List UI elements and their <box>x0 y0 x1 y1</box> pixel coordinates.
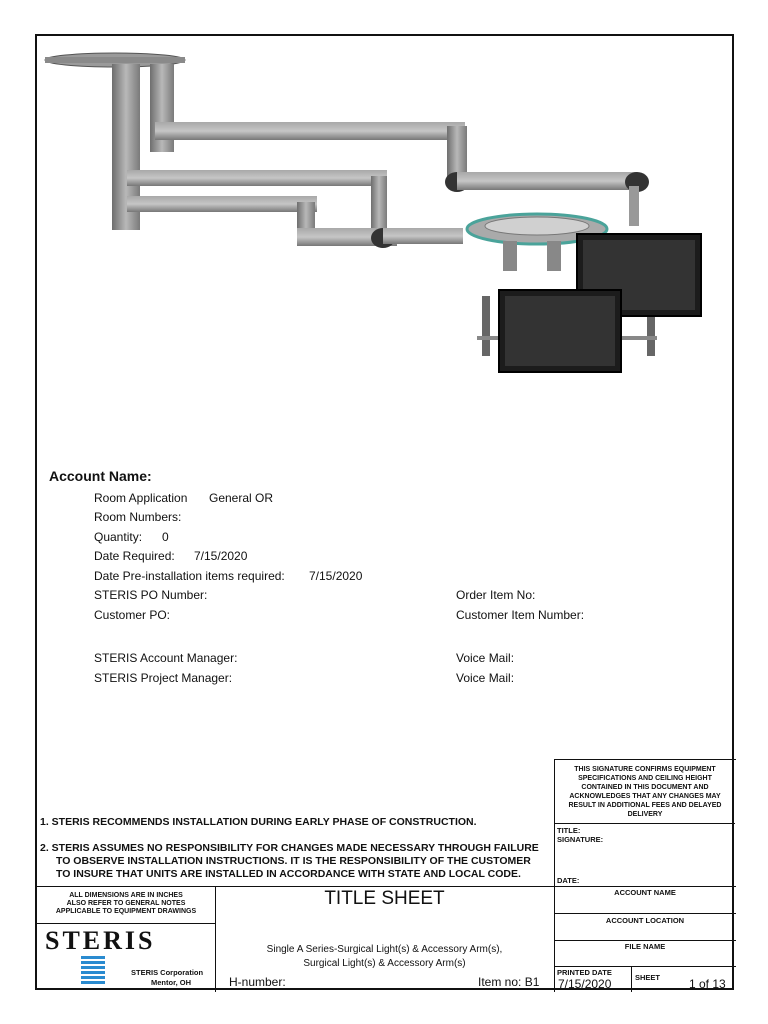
confirm-line-2: SPECIFICATIONS AND CEILING HEIGHT <box>578 775 712 782</box>
printed-date-value: 7/15/2020 <box>558 977 612 991</box>
voice-mail-2: Voice Mail: <box>456 671 515 685</box>
steris-logo: STERIS <box>45 926 156 955</box>
acct-location-rule <box>554 940 736 941</box>
confirm-line-1: THIS SIGNATURE CONFIRMS EQUIPMENT <box>574 766 716 773</box>
quantity-value: 0 <box>162 530 169 544</box>
signature-label: SIGNATURE: <box>557 835 604 844</box>
room-numbers-label: Room Numbers: <box>94 510 182 524</box>
steris-po-label: STERIS PO Number: <box>94 588 208 602</box>
dims-line-1: ALL DIMENSIONS ARE IN INCHES <box>69 892 183 899</box>
note-2-line-3: TO INSURE THAT UNITS ARE INSTALLED IN ACCORDANCE WITH STATE AND LOCAL CODE. <box>56 868 521 880</box>
acct-name-rule <box>554 913 736 914</box>
account-location-label: ACCOUNT LOCATION <box>605 916 685 925</box>
customer-item-label: Customer Item Number: <box>456 608 585 622</box>
corp-name: STERIS Corporation <box>131 968 204 977</box>
corp-location: Mentor, OH <box>151 978 192 987</box>
h-number-label: H-number: <box>229 975 286 989</box>
confirm-line-4: ACKNOWLEDGES THAT ANY CHANGES MAY <box>569 793 721 800</box>
note-2-line-1: 2. STERIS ASSUMES NO RESPONSIBILITY FOR CHANGES MADE NECESSARY THROUGH FAILURE <box>40 842 539 854</box>
customer-po-label: Customer PO: <box>94 608 171 622</box>
order-item-label: Order Item No: <box>456 588 536 602</box>
date-preinstall-label: Date Pre-installation items required: <box>94 569 285 583</box>
sheet-label: SHEET <box>635 973 661 982</box>
date-required-label: Date Required: <box>94 549 175 563</box>
date-label: DATE: <box>557 876 580 885</box>
dims-rule <box>37 923 215 924</box>
title-block-divider-right <box>554 886 555 992</box>
title-block-top-rule <box>37 886 736 887</box>
voice-mail-1: Voice Mail: <box>456 651 515 665</box>
printed-date-label: PRINTED DATE <box>557 968 612 977</box>
signature-box <box>554 759 736 886</box>
confirm-line-6: DELIVERY <box>627 811 663 818</box>
dims-line-3: APPLICABLE TO EQUIPMENT DRAWINGS <box>55 908 197 915</box>
sheet-number: 1 of 13 <box>689 977 726 991</box>
date-preinstall-value: 7/15/2020 <box>309 569 363 583</box>
quantity-label: Quantity: <box>94 530 143 544</box>
note-2-line-2: TO OBSERVE INSTALLATION INSTRUCTIONS. IT IS THE RESPONSIBILITY OF THE CUSTOMER <box>56 855 531 867</box>
dimensions-note <box>37 892 215 916</box>
file-name-label: FILE NAME <box>624 942 666 951</box>
surgical-light-illustration <box>37 36 736 456</box>
account-name-label: ACCOUNT NAME <box>614 888 676 897</box>
dims-line-2: ALSO REFER TO GENERAL NOTES <box>66 900 186 907</box>
drawing-sheet <box>35 34 734 990</box>
confirm-line-5: RESULT IN ADDITIONAL FEES AND DELAYED <box>568 802 722 809</box>
confirm-line-3: CONTAINED IN THIS DOCUMENT AND <box>581 784 709 791</box>
item-number: Item no: B1 <box>478 975 540 989</box>
note-1: 1. STERIS RECOMMENDS INSTALLATION DURING EARLY PHASE OF CONSTRUCTION. <box>40 816 477 828</box>
project-manager-label: STERIS Project Manager: <box>94 671 233 685</box>
printed-date-divider <box>631 966 632 992</box>
room-application-label: Room Application <box>94 491 188 505</box>
steris-wave-icon <box>81 956 105 986</box>
title-sheet-heading: TITLE SHEET <box>324 888 445 909</box>
signature-confirmation-text <box>555 760 735 824</box>
file-name-rule <box>554 966 736 967</box>
account-manager-label: STERIS Account Manager: <box>94 651 238 665</box>
room-application-value: General OR <box>209 491 274 505</box>
account-name-heading: Account Name: <box>49 468 152 484</box>
date-required-value: 7/15/2020 <box>194 549 248 563</box>
description-line-1: Single A Series-Surgical Light(s) & Accessory Arm(s), <box>266 944 503 955</box>
description-line-2: Surgical Light(s) & Accessory Arm(s) <box>303 958 466 969</box>
title-label: TITLE: <box>557 826 581 835</box>
